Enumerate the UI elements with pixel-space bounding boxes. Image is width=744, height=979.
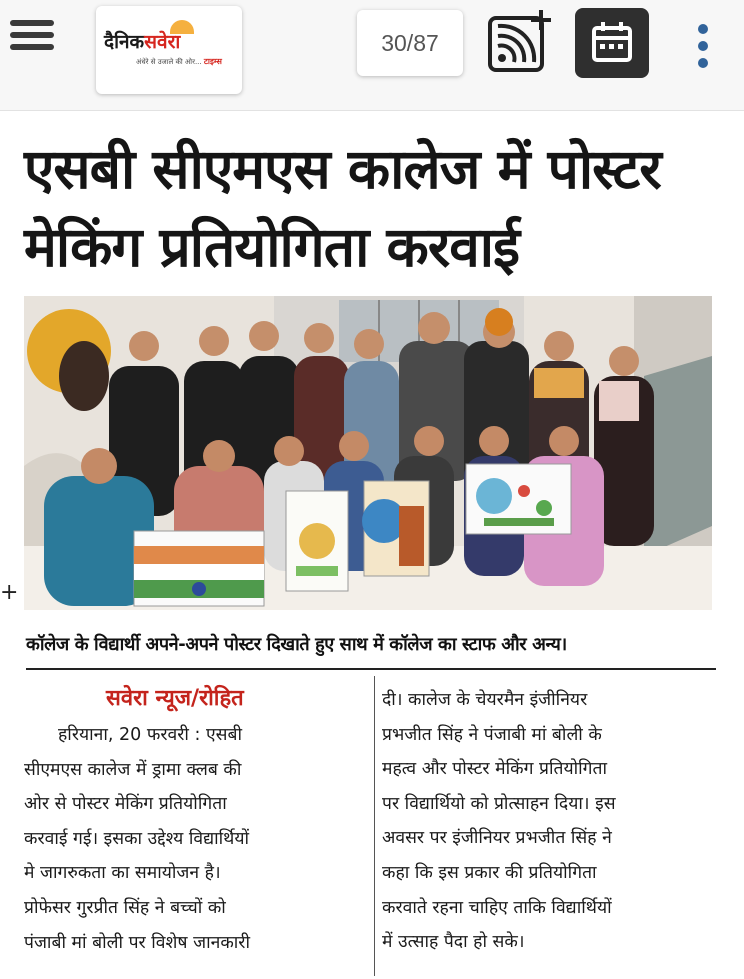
body-line: प्रभजीत सिंह ने पंजाबी मां बोली के bbox=[382, 724, 602, 745]
calendar-icon[interactable] bbox=[575, 8, 649, 78]
crosshair-icon: + bbox=[0, 580, 19, 605]
column-divider bbox=[374, 676, 375, 976]
body-line: ओर से पोस्टर मेकिंग प्रतियोगिता bbox=[24, 794, 227, 815]
photo-caption: कॉलेज के विद्यार्थी अपने-अपने पोस्टर दिखाते हुए साथ में कॉलेज का स्टाफ और अन्य। bbox=[26, 634, 567, 655]
rss-add-icon[interactable] bbox=[487, 8, 553, 74]
body-line: प्रोफेसर गुरप्रीत सिंह ने बच्चों को bbox=[24, 897, 226, 918]
article-photo[interactable] bbox=[24, 296, 712, 610]
poster-earth bbox=[362, 481, 429, 576]
body-line: मे जागरुकता का समायोजन है। bbox=[24, 863, 221, 884]
article-body-column-1 bbox=[24, 718, 368, 960]
body-line: सीएमएस कालेज में ड्रामा क्लब की bbox=[24, 759, 242, 780]
poster-mother-child bbox=[286, 491, 348, 591]
headline-line-2: मेकिंग प्रतियोगिता करवाई bbox=[24, 215, 520, 279]
body-line: हरियाना, 20 फरवरी : एसबी bbox=[58, 725, 242, 745]
body-line: कहा कि इस प्रकार की प्रतियोगिता bbox=[382, 862, 597, 883]
body-line: पंजाबी मां बोली पर विशेष जानकारी bbox=[24, 932, 250, 953]
poster-environment bbox=[466, 464, 571, 534]
headline-line-1: एसबी सीएमएस कालेज में पोस्टर bbox=[24, 137, 661, 201]
logo-tagline: अंधेरे से उजाले की ओर... टाइम्स bbox=[136, 57, 222, 66]
hamburger-menu-icon[interactable] bbox=[10, 20, 54, 56]
body-line: अवसर पर इंजीनियर प्रभजीत सिंह ने bbox=[382, 828, 612, 849]
caption-rule bbox=[26, 668, 716, 670]
more-vertical-icon[interactable] bbox=[692, 24, 714, 74]
body-line: करवाई गई। इसका उद्देश्य विद्यार्थियों bbox=[24, 828, 250, 849]
body-line: में उत्साह पैदा हो सके। bbox=[382, 932, 525, 953]
top-app-bar bbox=[0, 0, 744, 111]
byline: सवेरा न्यूज/रोहित bbox=[106, 686, 244, 711]
poster-tricolor bbox=[134, 531, 264, 606]
body-line: पर विद्यार्थियो को प्रोत्साहन दिया। इस bbox=[382, 793, 616, 814]
body-line: महत्व और पोस्टर मेकिंग प्रतियोगिता bbox=[382, 759, 608, 780]
page-counter[interactable]: 30/87 bbox=[357, 10, 463, 76]
logo-title: दैनिकसवेरा bbox=[104, 31, 181, 53]
body-line: करवाते रहना चाहिए ताकि विद्यार्थियों bbox=[382, 897, 612, 918]
body-line: दी। कालेज के चेयरमैन इंजीनियर bbox=[382, 690, 588, 710]
article-headline bbox=[24, 130, 724, 286]
article-body-column-2 bbox=[382, 683, 716, 960]
newspaper-logo[interactable] bbox=[96, 6, 242, 94]
